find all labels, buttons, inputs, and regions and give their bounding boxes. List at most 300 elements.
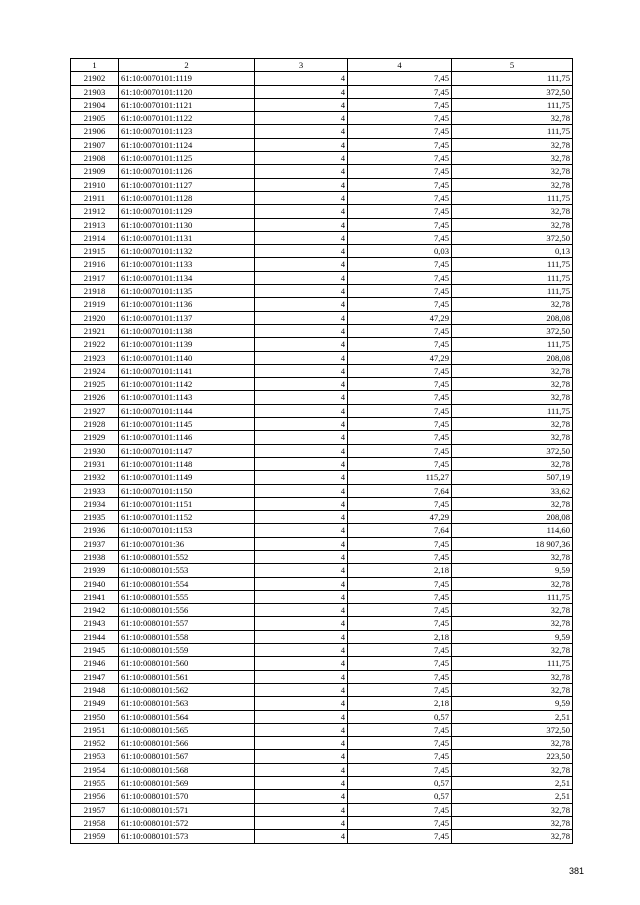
column-3-cell: 4 bbox=[255, 763, 348, 776]
table-row bbox=[71, 550, 573, 563]
column-5-cell: 32,78 bbox=[452, 165, 573, 178]
column-5-cell: 2,51 bbox=[452, 710, 573, 723]
column-3-cell: 4 bbox=[255, 790, 348, 803]
cadastral-number-cell: 61:10:0080101:557 bbox=[119, 617, 255, 630]
row-number-cell: 21956 bbox=[71, 790, 119, 803]
row-number-cell: 21940 bbox=[71, 577, 119, 590]
row-number-cell: 21946 bbox=[71, 657, 119, 670]
column-5-cell: 32,78 bbox=[452, 418, 573, 431]
row-number-cell: 21930 bbox=[71, 444, 119, 457]
table-row bbox=[71, 72, 573, 85]
cadastral-number-cell: 61:10:0080101:554 bbox=[119, 577, 255, 590]
row-number-cell: 21952 bbox=[71, 737, 119, 750]
table-row bbox=[71, 763, 573, 776]
column-4-cell: 0,03 bbox=[348, 245, 452, 258]
column-3-cell: 4 bbox=[255, 364, 348, 377]
column-5-cell: 32,78 bbox=[452, 138, 573, 151]
column-4-cell: 7,45 bbox=[348, 670, 452, 683]
column-3-cell: 4 bbox=[255, 85, 348, 98]
cadastral-number-cell: 61:10:0070101:1122 bbox=[119, 112, 255, 125]
column-header-5: 5 bbox=[452, 59, 573, 72]
cadastral-number-cell: 61:10:0070101:1148 bbox=[119, 457, 255, 470]
column-3-cell: 4 bbox=[255, 777, 348, 790]
column-4-cell: 2,18 bbox=[348, 697, 452, 710]
column-4-cell: 7,45 bbox=[348, 444, 452, 457]
column-3-cell: 4 bbox=[255, 670, 348, 683]
row-number-cell: 21944 bbox=[71, 630, 119, 643]
table-row bbox=[71, 630, 573, 643]
row-number-cell: 21916 bbox=[71, 258, 119, 271]
cadastral-number-cell: 61:10:0080101:555 bbox=[119, 590, 255, 603]
column-3-cell: 4 bbox=[255, 218, 348, 231]
row-number-cell: 21950 bbox=[71, 710, 119, 723]
cadastral-number-cell: 61:10:0070101:1135 bbox=[119, 285, 255, 298]
column-5-cell: 32,78 bbox=[452, 497, 573, 510]
column-5-cell: 32,78 bbox=[452, 457, 573, 470]
column-4-cell: 7,45 bbox=[348, 723, 452, 736]
cadastral-number-cell: 61:10:0070101:1119 bbox=[119, 72, 255, 85]
cadastral-number-cell: 61:10:0070101:1146 bbox=[119, 431, 255, 444]
column-4-cell: 7,64 bbox=[348, 524, 452, 537]
row-number-cell: 21955 bbox=[71, 777, 119, 790]
column-3-cell: 4 bbox=[255, 231, 348, 244]
table-row bbox=[71, 205, 573, 218]
column-5-cell: 0,13 bbox=[452, 245, 573, 258]
table-row bbox=[71, 697, 573, 710]
cadastral-number-cell: 61:10:0080101:560 bbox=[119, 657, 255, 670]
column-3-cell: 4 bbox=[255, 497, 348, 510]
row-number-cell: 21926 bbox=[71, 391, 119, 404]
column-4-cell: 2,18 bbox=[348, 630, 452, 643]
cadastral-number-cell: 61:10:0070101:1138 bbox=[119, 324, 255, 337]
row-number-cell: 21949 bbox=[71, 697, 119, 710]
table-row bbox=[71, 830, 573, 843]
row-number-cell: 21915 bbox=[71, 245, 119, 258]
column-5-cell: 32,78 bbox=[452, 298, 573, 311]
column-3-cell: 4 bbox=[255, 178, 348, 191]
column-5-cell: 32,78 bbox=[452, 378, 573, 391]
column-4-cell: 7,45 bbox=[348, 750, 452, 763]
column-3-cell: 4 bbox=[255, 138, 348, 151]
cadastral-number-cell: 61:10:0080101:565 bbox=[119, 723, 255, 736]
column-4-cell: 7,45 bbox=[348, 285, 452, 298]
row-number-cell: 21934 bbox=[71, 497, 119, 510]
cadastral-number-cell: 61:10:0070101:1152 bbox=[119, 511, 255, 524]
table-row bbox=[71, 112, 573, 125]
column-4-cell: 47,29 bbox=[348, 351, 452, 364]
table-row bbox=[71, 152, 573, 165]
column-3-cell: 4 bbox=[255, 657, 348, 670]
cadastral-number-cell: 61:10:0070101:1140 bbox=[119, 351, 255, 364]
table-row bbox=[71, 231, 573, 244]
column-5-cell: 111,75 bbox=[452, 258, 573, 271]
column-3-cell: 4 bbox=[255, 285, 348, 298]
table-row bbox=[71, 311, 573, 324]
column-3-cell: 4 bbox=[255, 830, 348, 843]
cadastral-number-cell: 61:10:0080101:556 bbox=[119, 604, 255, 617]
column-5-cell: 32,78 bbox=[452, 152, 573, 165]
column-3-cell: 4 bbox=[255, 617, 348, 630]
column-4-cell: 7,45 bbox=[348, 457, 452, 470]
column-3-cell: 4 bbox=[255, 816, 348, 829]
column-5-cell: 372,50 bbox=[452, 444, 573, 457]
column-3-cell: 4 bbox=[255, 737, 348, 750]
column-4-cell: 7,45 bbox=[348, 683, 452, 696]
row-number-cell: 21923 bbox=[71, 351, 119, 364]
column-4-cell: 7,45 bbox=[348, 391, 452, 404]
table-row bbox=[71, 378, 573, 391]
table-row bbox=[71, 98, 573, 111]
row-number-cell: 21912 bbox=[71, 205, 119, 218]
column-5-cell: 32,78 bbox=[452, 644, 573, 657]
cadastral-number-cell: 61:10:0070101:1143 bbox=[119, 391, 255, 404]
column-4-cell: 7,45 bbox=[348, 550, 452, 563]
column-3-cell: 4 bbox=[255, 723, 348, 736]
table-body bbox=[71, 72, 573, 843]
column-4-cell: 7,45 bbox=[348, 590, 452, 603]
column-5-cell: 507,19 bbox=[452, 471, 573, 484]
row-number-cell: 21938 bbox=[71, 550, 119, 563]
row-number-cell: 21941 bbox=[71, 590, 119, 603]
cadastral-number-cell: 61:10:0070101:1134 bbox=[119, 271, 255, 284]
column-header-2: 2 bbox=[119, 59, 255, 72]
table-row bbox=[71, 391, 573, 404]
column-4-cell: 7,45 bbox=[348, 830, 452, 843]
cadastral-number-cell: 61:10:0070101:1149 bbox=[119, 471, 255, 484]
column-5-cell: 111,75 bbox=[452, 125, 573, 138]
row-number-cell: 21911 bbox=[71, 191, 119, 204]
column-5-cell: 32,78 bbox=[452, 737, 573, 750]
column-3-cell: 4 bbox=[255, 803, 348, 816]
table-row bbox=[71, 178, 573, 191]
column-3-cell: 4 bbox=[255, 710, 348, 723]
column-5-cell: 114,60 bbox=[452, 524, 573, 537]
row-number-cell: 21953 bbox=[71, 750, 119, 763]
column-4-cell: 7,45 bbox=[348, 497, 452, 510]
column-3-cell: 4 bbox=[255, 511, 348, 524]
table-row bbox=[71, 750, 573, 763]
cadastral-number-cell: 61:10:0070101:1151 bbox=[119, 497, 255, 510]
column-3-cell: 4 bbox=[255, 391, 348, 404]
cadastral-number-cell: 61:10:0070101:1124 bbox=[119, 138, 255, 151]
column-4-cell: 7,45 bbox=[348, 152, 452, 165]
row-number-cell: 21932 bbox=[71, 471, 119, 484]
cadastral-number-cell: 61:10:0080101:567 bbox=[119, 750, 255, 763]
cadastral-number-cell: 61:10:0070101:1133 bbox=[119, 258, 255, 271]
cadastral-number-cell: 61:10:0080101:570 bbox=[119, 790, 255, 803]
column-4-cell: 0,57 bbox=[348, 710, 452, 723]
column-4-cell: 7,45 bbox=[348, 657, 452, 670]
column-5-cell: 111,75 bbox=[452, 285, 573, 298]
row-number-cell: 21942 bbox=[71, 604, 119, 617]
cadastral-number-cell: 61:10:0080101:573 bbox=[119, 830, 255, 843]
row-number-cell: 21902 bbox=[71, 72, 119, 85]
column-3-cell: 4 bbox=[255, 524, 348, 537]
table-row bbox=[71, 138, 573, 151]
row-number-cell: 21921 bbox=[71, 324, 119, 337]
column-3-cell: 4 bbox=[255, 444, 348, 457]
column-4-cell: 0,57 bbox=[348, 777, 452, 790]
column-5-cell: 32,78 bbox=[452, 670, 573, 683]
column-3-cell: 4 bbox=[255, 258, 348, 271]
column-3-cell: 4 bbox=[255, 125, 348, 138]
cadastral-number-cell: 61:10:0070101:1128 bbox=[119, 191, 255, 204]
column-5-cell: 372,50 bbox=[452, 231, 573, 244]
column-5-cell: 32,78 bbox=[452, 683, 573, 696]
row-number-cell: 21903 bbox=[71, 85, 119, 98]
column-4-cell: 7,45 bbox=[348, 271, 452, 284]
column-3-cell: 4 bbox=[255, 72, 348, 85]
column-3-cell: 4 bbox=[255, 245, 348, 258]
column-3-cell: 4 bbox=[255, 338, 348, 351]
cadastral-number-cell: 61:10:0080101:553 bbox=[119, 564, 255, 577]
cadastral-number-cell: 61:10:0070101:1132 bbox=[119, 245, 255, 258]
column-4-cell: 7,45 bbox=[348, 218, 452, 231]
column-3-cell: 4 bbox=[255, 404, 348, 417]
cadastral-number-cell: 61:10:0080101:563 bbox=[119, 697, 255, 710]
column-3-cell: 4 bbox=[255, 298, 348, 311]
row-number-cell: 21917 bbox=[71, 271, 119, 284]
column-4-cell: 7,45 bbox=[348, 98, 452, 111]
column-5-cell: 32,78 bbox=[452, 763, 573, 776]
table-row bbox=[71, 125, 573, 138]
column-3-cell: 4 bbox=[255, 750, 348, 763]
cadastral-number-cell: 61:10:0080101:561 bbox=[119, 670, 255, 683]
column-3-cell: 4 bbox=[255, 205, 348, 218]
column-3-cell: 4 bbox=[255, 418, 348, 431]
column-5-cell: 208,08 bbox=[452, 311, 573, 324]
row-number-cell: 21925 bbox=[71, 378, 119, 391]
column-5-cell: 9,59 bbox=[452, 630, 573, 643]
table-row bbox=[71, 85, 573, 98]
column-4-cell: 7,45 bbox=[348, 138, 452, 151]
column-3-cell: 4 bbox=[255, 697, 348, 710]
column-3-cell: 4 bbox=[255, 311, 348, 324]
column-5-cell: 32,78 bbox=[452, 364, 573, 377]
column-4-cell: 7,45 bbox=[348, 763, 452, 776]
column-5-cell: 9,59 bbox=[452, 564, 573, 577]
row-number-cell: 21958 bbox=[71, 816, 119, 829]
table-row bbox=[71, 431, 573, 444]
column-3-cell: 4 bbox=[255, 537, 348, 550]
row-number-cell: 21945 bbox=[71, 644, 119, 657]
column-5-cell: 32,78 bbox=[452, 577, 573, 590]
cadastral-number-cell: 61:10:0080101:569 bbox=[119, 777, 255, 790]
row-number-cell: 21920 bbox=[71, 311, 119, 324]
column-5-cell: 223,50 bbox=[452, 750, 573, 763]
table-row bbox=[71, 484, 573, 497]
cadastral-number-cell: 61:10:0080101:568 bbox=[119, 763, 255, 776]
row-number-cell: 21918 bbox=[71, 285, 119, 298]
cadastral-number-cell: 61:10:0070101:1145 bbox=[119, 418, 255, 431]
column-5-cell: 208,08 bbox=[452, 351, 573, 364]
row-number-cell: 21924 bbox=[71, 364, 119, 377]
column-4-cell: 7,45 bbox=[348, 617, 452, 630]
cadastral-number-cell: 61:10:0070101:1141 bbox=[119, 364, 255, 377]
column-5-cell: 2,51 bbox=[452, 777, 573, 790]
column-4-cell: 7,45 bbox=[348, 577, 452, 590]
cadastral-number-cell: 61:10:0080101:566 bbox=[119, 737, 255, 750]
column-5-cell: 32,78 bbox=[452, 803, 573, 816]
row-number-cell: 21948 bbox=[71, 683, 119, 696]
column-3-cell: 4 bbox=[255, 550, 348, 563]
row-number-cell: 21933 bbox=[71, 484, 119, 497]
table-row bbox=[71, 338, 573, 351]
column-4-cell: 7,45 bbox=[348, 378, 452, 391]
column-5-cell: 32,78 bbox=[452, 617, 573, 630]
table-row bbox=[71, 258, 573, 271]
column-3-cell: 4 bbox=[255, 165, 348, 178]
column-4-cell: 7,45 bbox=[348, 298, 452, 311]
table-row bbox=[71, 777, 573, 790]
column-5-cell: 9,59 bbox=[452, 697, 573, 710]
column-3-cell: 4 bbox=[255, 152, 348, 165]
column-3-cell: 4 bbox=[255, 271, 348, 284]
column-header-3: 3 bbox=[255, 59, 348, 72]
table-row bbox=[71, 617, 573, 630]
column-5-cell: 111,75 bbox=[452, 338, 573, 351]
cadastral-number-cell: 61:10:0080101:552 bbox=[119, 550, 255, 563]
column-3-cell: 4 bbox=[255, 431, 348, 444]
column-4-cell: 7,45 bbox=[348, 165, 452, 178]
cadastral-number-cell: 61:10:0070101:36 bbox=[119, 537, 255, 550]
table-row bbox=[71, 604, 573, 617]
row-number-cell: 21910 bbox=[71, 178, 119, 191]
table-row bbox=[71, 245, 573, 258]
cadastral-number-cell: 61:10:0070101:1147 bbox=[119, 444, 255, 457]
table-row bbox=[71, 816, 573, 829]
column-3-cell: 4 bbox=[255, 564, 348, 577]
row-number-cell: 21907 bbox=[71, 138, 119, 151]
table-row bbox=[71, 364, 573, 377]
row-number-cell: 21939 bbox=[71, 564, 119, 577]
row-number-cell: 21947 bbox=[71, 670, 119, 683]
row-number-cell: 21904 bbox=[71, 98, 119, 111]
page-number: 381 bbox=[568, 866, 584, 876]
table-row bbox=[71, 271, 573, 284]
row-number-cell: 21943 bbox=[71, 617, 119, 630]
column-4-cell: 7,45 bbox=[348, 72, 452, 85]
column-4-cell: 7,45 bbox=[348, 178, 452, 191]
cadastral-number-cell: 61:10:0070101:1153 bbox=[119, 524, 255, 537]
cadastral-number-cell: 61:10:0070101:1130 bbox=[119, 218, 255, 231]
column-4-cell: 7,45 bbox=[348, 644, 452, 657]
column-4-cell: 7,45 bbox=[348, 205, 452, 218]
table-row bbox=[71, 511, 573, 524]
column-5-cell: 111,75 bbox=[452, 191, 573, 204]
column-4-cell: 115,27 bbox=[348, 471, 452, 484]
column-4-cell: 7,45 bbox=[348, 803, 452, 816]
table-row bbox=[71, 537, 573, 550]
column-4-cell: 47,29 bbox=[348, 511, 452, 524]
table-row bbox=[71, 590, 573, 603]
column-4-cell: 7,45 bbox=[348, 431, 452, 444]
cadastral-number-cell: 61:10:0070101:1123 bbox=[119, 125, 255, 138]
column-4-cell: 7,45 bbox=[348, 537, 452, 550]
data-table bbox=[70, 58, 573, 844]
column-4-cell: 7,45 bbox=[348, 125, 452, 138]
column-4-cell: 7,45 bbox=[348, 324, 452, 337]
column-5-cell: 32,78 bbox=[452, 112, 573, 125]
row-number-cell: 21959 bbox=[71, 830, 119, 843]
cadastral-number-cell: 61:10:0080101:571 bbox=[119, 803, 255, 816]
column-3-cell: 4 bbox=[255, 457, 348, 470]
column-4-cell: 7,45 bbox=[348, 404, 452, 417]
table-row bbox=[71, 165, 573, 178]
row-number-cell: 21954 bbox=[71, 763, 119, 776]
row-number-cell: 21922 bbox=[71, 338, 119, 351]
row-number-cell: 21931 bbox=[71, 457, 119, 470]
column-5-cell: 372,50 bbox=[452, 324, 573, 337]
row-number-cell: 21908 bbox=[71, 152, 119, 165]
column-4-cell: 2,18 bbox=[348, 564, 452, 577]
column-3-cell: 4 bbox=[255, 378, 348, 391]
column-5-cell: 33,62 bbox=[452, 484, 573, 497]
table-row bbox=[71, 803, 573, 816]
row-number-cell: 21928 bbox=[71, 418, 119, 431]
row-number-cell: 21913 bbox=[71, 218, 119, 231]
table-row bbox=[71, 191, 573, 204]
cadastral-number-cell: 61:10:0070101:1126 bbox=[119, 165, 255, 178]
column-header-1: 1 bbox=[71, 59, 119, 72]
cadastral-number-cell: 61:10:0070101:1121 bbox=[119, 98, 255, 111]
table-row bbox=[71, 723, 573, 736]
row-number-cell: 21951 bbox=[71, 723, 119, 736]
column-3-cell: 4 bbox=[255, 112, 348, 125]
row-number-cell: 21957 bbox=[71, 803, 119, 816]
cadastral-number-cell: 61:10:0070101:1137 bbox=[119, 311, 255, 324]
row-number-cell: 21909 bbox=[71, 165, 119, 178]
column-4-cell: 7,45 bbox=[348, 816, 452, 829]
cadastral-number-cell: 61:10:0070101:1131 bbox=[119, 231, 255, 244]
table-row bbox=[71, 285, 573, 298]
column-5-cell: 111,75 bbox=[452, 98, 573, 111]
column-3-cell: 4 bbox=[255, 590, 348, 603]
table-row bbox=[71, 471, 573, 484]
column-5-cell: 111,75 bbox=[452, 657, 573, 670]
table-row bbox=[71, 218, 573, 231]
cadastral-number-cell: 61:10:0070101:1127 bbox=[119, 178, 255, 191]
column-3-cell: 4 bbox=[255, 351, 348, 364]
column-5-cell: 372,50 bbox=[452, 723, 573, 736]
row-number-cell: 21906 bbox=[71, 125, 119, 138]
table-row bbox=[71, 683, 573, 696]
column-4-cell: 7,45 bbox=[348, 231, 452, 244]
column-3-cell: 4 bbox=[255, 191, 348, 204]
cadastral-number-cell: 61:10:0080101:564 bbox=[119, 710, 255, 723]
cadastral-number-cell: 61:10:0080101:559 bbox=[119, 644, 255, 657]
cadastral-number-cell: 61:10:0070101:1120 bbox=[119, 85, 255, 98]
row-number-cell: 21914 bbox=[71, 231, 119, 244]
cadastral-number-cell: 61:10:0070101:1136 bbox=[119, 298, 255, 311]
column-5-cell: 18 907,36 bbox=[452, 537, 573, 550]
column-4-cell: 7,45 bbox=[348, 338, 452, 351]
table-row bbox=[71, 564, 573, 577]
table-row bbox=[71, 577, 573, 590]
column-4-cell: 7,45 bbox=[348, 85, 452, 98]
column-3-cell: 4 bbox=[255, 471, 348, 484]
row-number-cell: 21905 bbox=[71, 112, 119, 125]
column-header-4: 4 bbox=[348, 59, 452, 72]
column-5-cell: 111,75 bbox=[452, 271, 573, 284]
column-4-cell: 7,45 bbox=[348, 191, 452, 204]
table-row bbox=[71, 710, 573, 723]
column-5-cell: 32,78 bbox=[452, 218, 573, 231]
cadastral-number-cell: 61:10:0080101:562 bbox=[119, 683, 255, 696]
cadastral-number-cell: 61:10:0070101:1125 bbox=[119, 152, 255, 165]
column-5-cell: 372,50 bbox=[452, 85, 573, 98]
column-3-cell: 4 bbox=[255, 484, 348, 497]
